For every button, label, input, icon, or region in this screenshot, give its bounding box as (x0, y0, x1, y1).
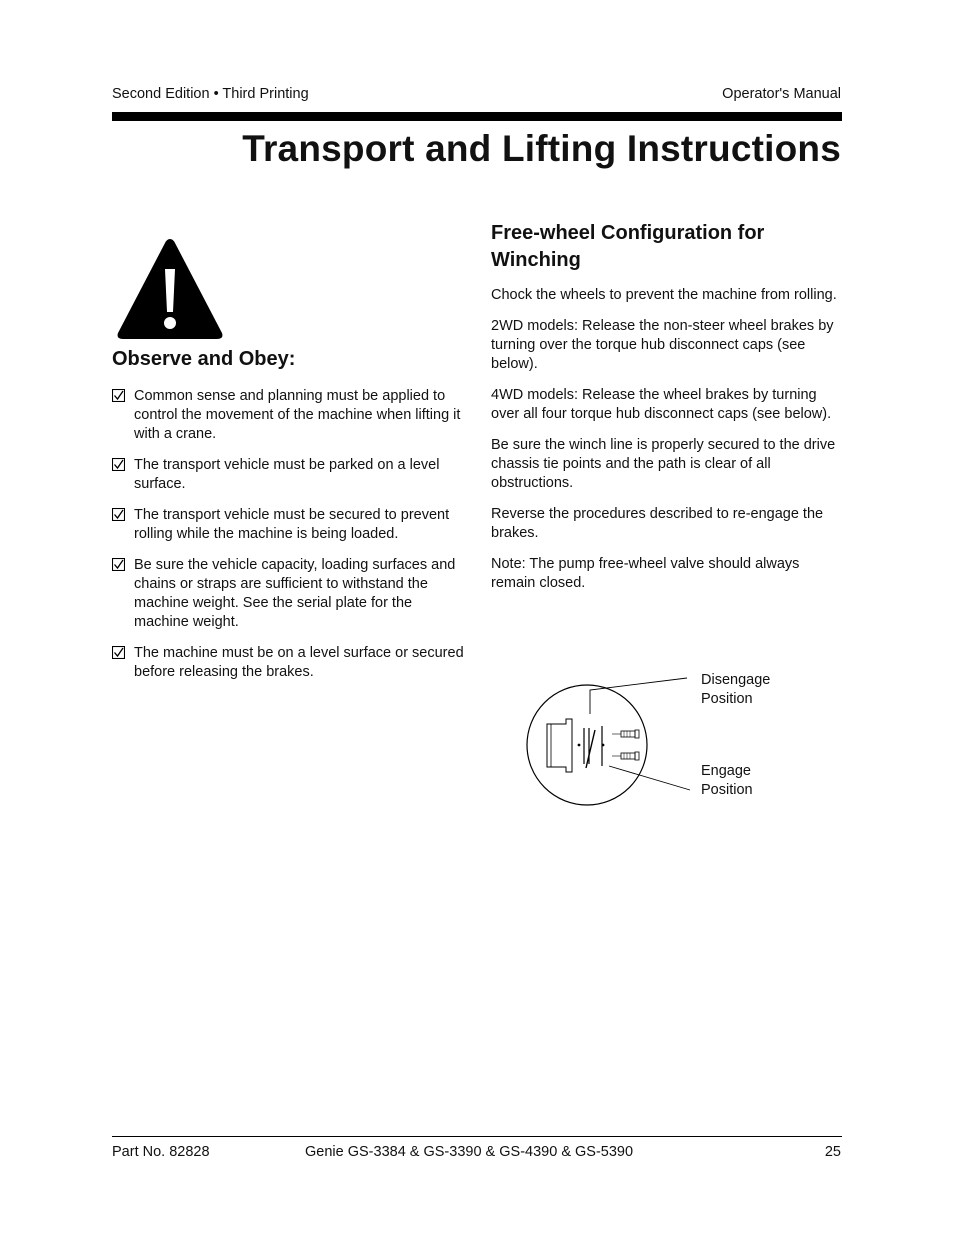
list-item (112, 456, 464, 494)
checkbox-checked-icon (112, 508, 125, 521)
rule-text: The machine must be on a level surface or secured before releasing the brakes. (134, 645, 464, 680)
list-item (112, 644, 464, 682)
checkbox-checked-icon (112, 389, 125, 402)
disengage-position-label (701, 671, 770, 709)
checkbox-checked-icon (112, 558, 125, 571)
list-item (112, 506, 464, 544)
list-item (112, 556, 464, 632)
observe-obey-heading: Observe and Obey: (112, 348, 296, 370)
header-rule (112, 112, 842, 121)
paragraph: Be sure the winch line is properly secured to the drive chassis tie points and the path is clear of all obstructions. (491, 437, 836, 491)
rule-text: The transport vehicle must be secured to prevent rolling while the machine is being loaded. (134, 507, 450, 542)
header-manual-title: Operator's Manual (722, 86, 841, 102)
header-edition: Second Edition • Third Printing (112, 86, 309, 102)
page-title: Transport and Lifting Instructions (242, 128, 841, 169)
rule-text: The transport vehicle must be parked on a level surface. (134, 457, 440, 492)
engage-position-label (701, 762, 753, 800)
free-wheel-heading: Free-wheel Configuration for Winching (491, 222, 765, 271)
checkbox-checked-icon (112, 646, 125, 659)
label-line: Position (701, 691, 753, 707)
paragraph: 4WD models: Release the wheel brakes by turning over all four torque hub disconnect caps (see below). (491, 387, 832, 422)
label-line: Engage (701, 763, 751, 779)
label-line: Position (701, 782, 753, 798)
warning-triangle-icon (116, 237, 224, 346)
checkbox-checked-icon (112, 458, 125, 471)
paragraph: 2WD models: Release the non-steer wheel brakes by turning over the torque hub disconnect caps (see below). (491, 318, 834, 372)
paragraph: Reverse the procedures described to re-engage the brakes. (491, 506, 824, 541)
free-wheel-instructions (491, 286, 841, 605)
rule-text: Be sure the vehicle capacity, loading surfaces and chains or straps are sufficient to withstand the machine weight. See the serial plate for the machine weight. (134, 557, 456, 630)
rule-text: Common sense and planning must be applied to control the movement of the machine when lifting it with a crane. (134, 388, 461, 442)
footer-models: Genie GS-3384 & GS-3390 & GS-4390 & GS-5390 (305, 1144, 634, 1160)
footer-part-number: Part No. 82828 (112, 1144, 210, 1160)
paragraph: Note: The pump free-wheel valve should always remain closed. (491, 556, 800, 591)
footer-rule (112, 1136, 842, 1137)
list-item (112, 387, 464, 444)
label-line: Disengage (701, 672, 771, 688)
rules-list (112, 387, 464, 694)
page-number: 25 (824, 1144, 841, 1160)
torque-hub-disconnect-diagram (520, 668, 700, 818)
paragraph: Chock the wheels to prevent the machine from rolling. (491, 287, 837, 303)
